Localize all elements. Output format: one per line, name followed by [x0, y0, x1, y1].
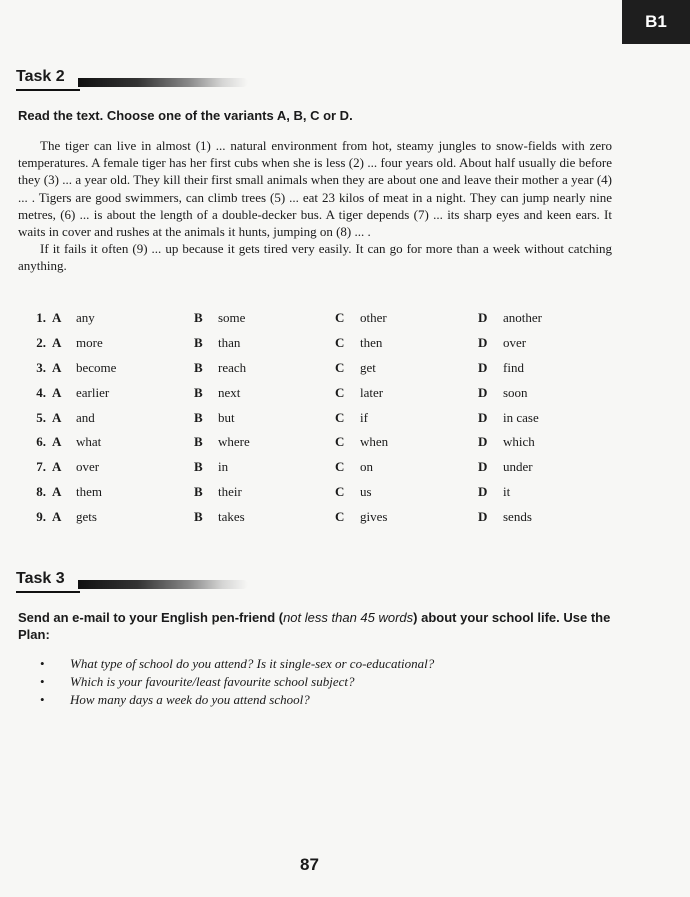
option-letter-c: C [335, 359, 345, 375]
option-b: in [218, 459, 229, 475]
task3-instruction-start: Send an e-mail to your English pen-friend ( [18, 610, 284, 625]
option-d: which [503, 434, 535, 450]
task2-title: Task 2 [16, 68, 65, 85]
task2-underline [16, 89, 80, 91]
option-letter-c: C [335, 409, 345, 425]
question-number: 9. [36, 509, 46, 525]
option-letter-a: A [52, 459, 62, 475]
bullet-icon: • [40, 692, 45, 707]
option-b: their [218, 484, 242, 500]
page-number: 87 [300, 855, 319, 874]
option-a: them [76, 484, 102, 500]
question-number: 4. [36, 384, 46, 400]
option-letter-a: A [52, 384, 62, 400]
option-d: another [503, 310, 542, 325]
option-letter-b: B [194, 359, 203, 375]
answer-options-table [18, 310, 618, 534]
option-letter-b: B [194, 509, 203, 525]
plan-item-text: How many days a week do you attend school? [70, 692, 310, 707]
tiger-passage [18, 137, 612, 275]
option-a: become [76, 359, 117, 375]
option-a: over [76, 459, 100, 475]
task3-title: Task 3 [16, 570, 65, 587]
option-letter-c: C [335, 310, 345, 325]
option-c: then [360, 334, 383, 350]
option-letter-c: C [335, 334, 345, 350]
option-c: later [360, 384, 384, 400]
option-c: gives [360, 509, 388, 525]
option-letter-d: D [478, 310, 488, 325]
option-row [18, 360, 618, 385]
option-letter-c: C [335, 484, 345, 500]
option-letter-c: C [335, 509, 345, 525]
option-row [18, 385, 618, 410]
option-letter-b: B [194, 484, 203, 500]
task2-heading [16, 68, 256, 94]
option-c: when [360, 434, 389, 450]
option-d: under [503, 459, 533, 475]
option-letter-a: A [52, 359, 62, 375]
option-letter-a: A [52, 310, 62, 325]
option-letter-b: B [194, 334, 203, 350]
option-letter-d: D [478, 459, 488, 475]
option-row [18, 484, 618, 509]
option-letter-d: D [478, 359, 488, 375]
question-number: 7. [36, 459, 46, 475]
option-d: over [503, 334, 527, 350]
plan-item-text: What type of school do you attend? Is it single-sex or co-educational? [70, 656, 435, 671]
option-d: soon [503, 384, 528, 400]
option-c: other [360, 310, 387, 325]
option-b: than [218, 334, 241, 350]
question-number: 6. [36, 434, 46, 450]
option-d: it [503, 484, 511, 500]
bullet-icon: • [40, 656, 45, 671]
option-row [18, 335, 618, 360]
option-b: where [218, 434, 250, 450]
option-letter-b: B [194, 459, 203, 475]
task2-instruction: Read the text. Choose one of the variants A, B, C or D. [18, 108, 353, 123]
option-letter-d: D [478, 434, 488, 450]
option-letter-d: D [478, 484, 488, 500]
option-a: earlier [76, 384, 110, 400]
option-letter-a: A [52, 484, 62, 500]
option-d: sends [503, 509, 532, 525]
task3-underline [16, 591, 80, 593]
option-row [18, 434, 618, 459]
section-tab-b1: B1 [622, 0, 690, 44]
option-letter-c: C [335, 459, 345, 475]
passage-paragraph-2: If it fails it often (9) ... up because it gets tired very easily. It can go for more than a week without catching anything. [18, 241, 612, 274]
option-letter-d: D [478, 509, 488, 525]
option-d: in case [503, 409, 539, 425]
option-letter-d: D [478, 384, 488, 400]
option-a: more [76, 334, 103, 350]
task3-instruction [18, 609, 618, 643]
option-letter-b: B [194, 310, 203, 325]
passage-paragraph-1: The tiger can live in almost (1) ... natural environment from hot, steamy jungles to snow-fields with zero temperatures. A female tiger has her first cubs when she is less (2) ... four years old. About half usually die before they (3) ... a year old. They kill their first small animals when they are about one and leave their mother a year (4) ... . Tigers are good swimmers, can climb trees (5) ... eat 23 kilos of meat in a night. They can jump nearly nine metres, (6) ... is about the length of a double-decker bus. A tiger depends (7) ... its sharp eyes and keen ears. It waits in cover and rushes at the animals it hunts, jumping on (8) ... . [18, 138, 612, 240]
option-letter-c: C [335, 434, 345, 450]
question-number: 3. [36, 359, 46, 375]
option-letter-b: B [194, 434, 203, 450]
option-c: get [360, 359, 376, 375]
option-b: reach [218, 359, 247, 375]
option-row [18, 459, 618, 484]
bullet-icon: • [40, 674, 45, 689]
option-letter-c: C [335, 384, 345, 400]
option-b: takes [218, 509, 245, 525]
option-b: but [218, 409, 235, 425]
question-number: 5. [36, 409, 46, 425]
option-a: what [76, 434, 102, 450]
option-letter-d: D [478, 334, 488, 350]
task2-decorative-bar [78, 78, 248, 87]
option-row [18, 410, 618, 435]
option-b: next [218, 384, 241, 400]
option-c: us [360, 484, 372, 500]
question-number: 1. [36, 310, 46, 325]
task3-heading [16, 570, 256, 596]
option-letter-b: B [194, 409, 203, 425]
option-letter-b: B [194, 384, 203, 400]
option-d: find [503, 359, 524, 375]
option-letter-d: D [478, 409, 488, 425]
option-letter-a: A [52, 509, 62, 525]
option-c: if [360, 409, 368, 425]
option-a: any [76, 310, 95, 325]
task3-instruction-end: ) about your school life. Use the Plan: [18, 610, 611, 642]
option-a: gets [76, 509, 97, 525]
question-number: 2. [36, 334, 46, 350]
task3-decorative-bar [78, 580, 248, 589]
plan-item-text: Which is your favourite/least favourite school subject? [70, 674, 355, 689]
option-letter-a: A [52, 409, 62, 425]
option-letter-a: A [52, 434, 62, 450]
question-number: 8. [36, 484, 46, 500]
option-a: and [76, 409, 95, 425]
task3-word-limit: not less than 45 words [283, 610, 414, 625]
option-c: on [360, 459, 373, 475]
option-letter-a: A [52, 334, 62, 350]
option-b: some [218, 310, 246, 325]
option-row [18, 310, 618, 335]
option-row [18, 509, 618, 534]
